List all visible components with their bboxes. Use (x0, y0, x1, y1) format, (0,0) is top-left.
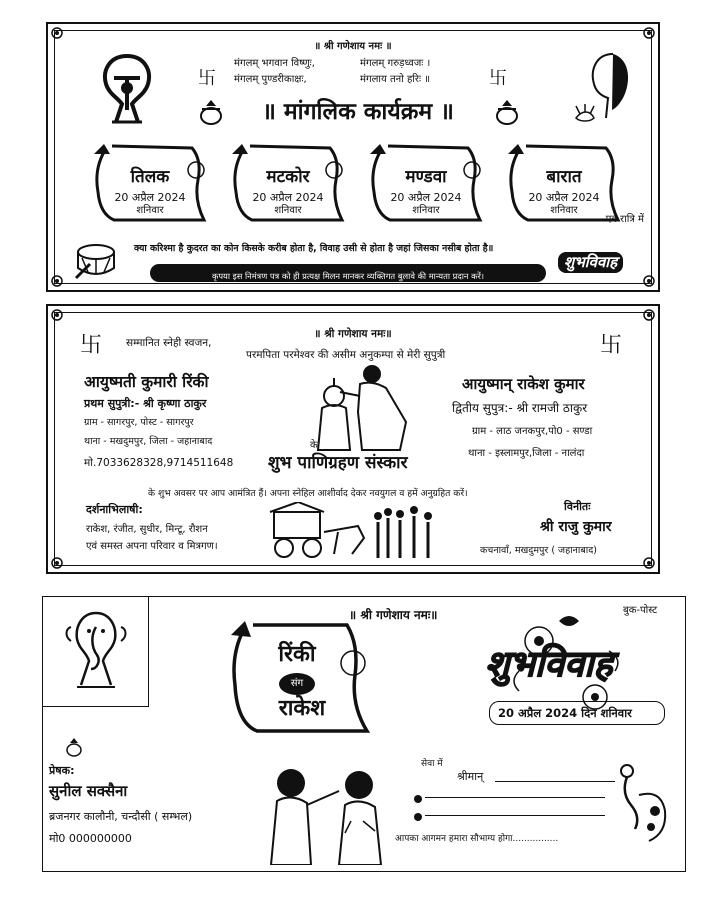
card1-invocation: ॥ श्री गणेशाय नमः ॥ (314, 41, 392, 52)
corner-ornament-icon (50, 556, 64, 570)
wedding-couple-illustration (310, 362, 416, 452)
line-bullet-icon (413, 812, 423, 822)
card-invitation (46, 304, 660, 574)
event-day: शनिवार (274, 205, 302, 216)
peacock-icon (609, 759, 671, 845)
corner-ornament-icon (642, 274, 656, 288)
bride-haldi-illustration (251, 761, 401, 865)
event-scroll-matkor (222, 140, 358, 226)
bride-village: ग्राम - सागरपुर, पोस्ट - सागरपुर (84, 417, 194, 428)
vineet-label: विनीतः (564, 500, 591, 513)
side-note: एवं रात्रि में (605, 214, 644, 225)
vineet-address: कचनावाँ, मखदुमपुर ( जहानाबाद) (480, 545, 597, 556)
bride-name-scroll: रिंकी (278, 642, 316, 667)
bride-illustration (568, 48, 638, 138)
sang-label: संग (290, 678, 304, 689)
event-date: 20 अप्रैल 2024 (114, 191, 186, 204)
mantra-left-1: मंगलम् भगवान विष्णुः, (234, 58, 315, 69)
shriman-label: श्रीमान् (457, 770, 484, 783)
book-post-label: बुक-पोस्ट (623, 605, 658, 616)
mantra-left-2: मंगलम् पुण्डरीकाक्षः, (234, 74, 307, 85)
bride-phone: मो.7033628328,9714511648 (84, 457, 234, 469)
corner-ornament-icon (50, 308, 64, 322)
darshan-names: राकेश, रंजीत, सुधीर, मिन्टू, रौशन (86, 524, 208, 535)
groom-district: थाना - इस्लामपुर,जिला - नालंदा (468, 448, 585, 459)
blessing-line: के शुभ अवसर पर आप आमंत्रित हैं। अपना स्नेहिल आशीर्वाद देकर नवयुगल व हमें अनुग्रहित करें। (148, 488, 468, 499)
swastik-icon: 卐 (489, 68, 507, 89)
notice-banner (150, 264, 546, 282)
couple-names-scroll (223, 615, 377, 739)
program-title: ॥ मांगलिक कार्यक्रम ॥ (262, 99, 454, 125)
groom-relation: द्वितीय सुपुत्र:- श्री रामजी ठाकुर (452, 401, 588, 415)
footer-line: आपका आगमन हमारा सौभाग्य होगा................ (395, 834, 559, 844)
corner-ornament-icon (642, 26, 656, 40)
sender-name: सुनील सक्सैना (49, 782, 128, 800)
card3-invocation: ॥ श्री गणेशाय नमः॥ (349, 608, 438, 622)
swastik-icon: 卐 (80, 333, 103, 358)
event-day: शनिवार (412, 205, 440, 216)
baraat-procession-illustration (268, 502, 444, 560)
ganesha-icon (63, 607, 129, 691)
shubh-vivah-logo: शुभविवाह (485, 644, 613, 685)
event-name: मण्डवा (405, 167, 447, 187)
card2-invocation: ॥ श्री गणेशाय नमः॥ (314, 328, 392, 340)
vineet-name: श्री राजु कुमार (540, 519, 612, 535)
event-scroll-mandwa (360, 140, 496, 226)
mantra-right-1: मंगलम् गरुड़ध्वजः । (360, 58, 431, 69)
address-line-2[interactable] (425, 797, 605, 798)
event-name: तिलक (130, 167, 170, 187)
address-line-3[interactable] (425, 815, 605, 816)
groom-village: ग्राम - लाठ जनकपुर,पो0 - सण्डा (472, 426, 593, 437)
event-date: 20 अप्रैल 2024 (390, 191, 462, 204)
sender-address: ब्रजनगर कालौनी, चन्दौसी ( सम्भल) (49, 810, 193, 823)
shubh-vivah-logo: शुभविवाह (558, 252, 623, 273)
mantra-right-2: मंगलाय तनो हरिः ॥ (360, 74, 431, 85)
corner-ornament-icon (50, 274, 64, 288)
couplet: क्या करिश्मा है कुदरत का कोन किसके करीब होता है, विवाह उसी से होता है जहां जिसका नसीब होता है॥ (134, 243, 494, 254)
event-date: 20 अप्रैल 2024 (528, 191, 600, 204)
event-scroll-tilak (84, 140, 220, 226)
ke-label: के (310, 440, 318, 451)
address-line-1[interactable] (495, 781, 615, 782)
darshan-family: एवं समस्त अपना परिवार व मित्रगण। (86, 541, 218, 552)
corner-ornament-icon (642, 308, 656, 322)
card-envelope (42, 596, 686, 872)
date-line: 20 अप्रैल 2024 दिन शनिवार (498, 706, 632, 720)
seva-me-label: सेवा में (421, 759, 443, 769)
groom-name-scroll: राकेश (278, 696, 326, 721)
corner-ornament-icon (50, 26, 64, 40)
card-program (46, 22, 660, 292)
ganesha-icon (92, 48, 162, 128)
dhol-icon (72, 238, 120, 280)
sender-phone: मो0 000000000 (49, 832, 132, 845)
bride-name: आयुष्मती कुमारी रिंकी (84, 373, 209, 391)
bride-relation: प्रथम सुपुत्री:- श्री कृष्णा ठाकुर (84, 397, 207, 410)
bride-district: थाना - मखदुमपुर, जिला - जहानाबाद (84, 436, 213, 447)
swastik-icon: 卐 (600, 333, 623, 358)
ceremony-title: शुभ पाणिग्रहण संस्कार (268, 453, 408, 473)
line-bullet-icon (413, 794, 423, 804)
event-date: 20 अप्रैल 2024 (252, 191, 324, 204)
swastik-icon: 卐 (198, 68, 216, 89)
sender-label: प्रेषक: (49, 764, 75, 777)
event-day: शनिवार (550, 205, 578, 216)
darshan-label: दर्शनाभिलाषी: (86, 503, 143, 516)
groom-name: आयुष्मान् राकेश कुमार (462, 375, 585, 393)
event-name: मटकोर (266, 167, 310, 187)
event-name: बारात (546, 167, 582, 187)
corner-ornament-icon (642, 556, 656, 570)
event-day: शनिवार (136, 205, 164, 216)
intro: परमपिता परमेश्वर की असीम अनुकम्पा से मेरी सुपुत्री (246, 349, 446, 361)
greeting: सम्मानित स्नेही स्वजन, (126, 337, 212, 349)
date-box (489, 701, 665, 725)
notice-text: कृपया इस निमंत्रण पत्र को ही प्रत्यक्ष मिलन मानकर व्यक्तिगत बुलावे की मान्यता प्रदान करें। (211, 271, 485, 281)
kalash-icon (65, 737, 83, 757)
